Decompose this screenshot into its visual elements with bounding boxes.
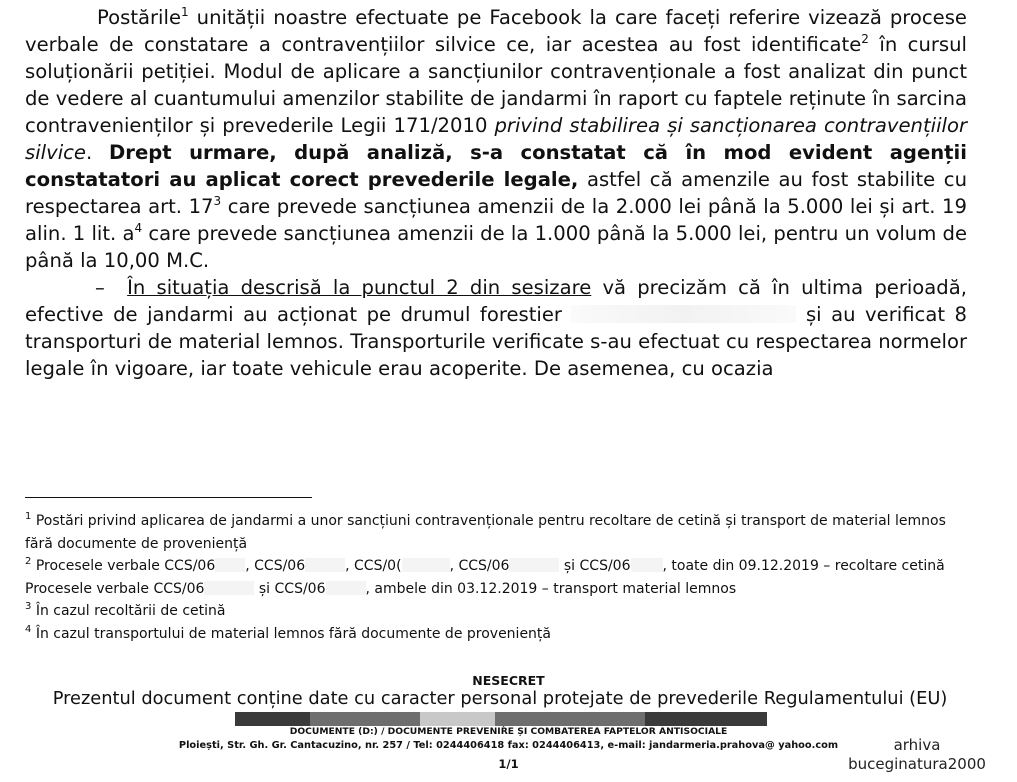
watermark-line-2: buceginatura2000 [848, 755, 986, 773]
fn2b-text-c: , ambele din 03.12.2019 – transport material lemnos [365, 580, 737, 597]
paragraph-1 [25, 4, 967, 274]
fn2-text-b: , CCS/06 [245, 558, 306, 574]
p1-text-c: în cursul soluționării petiției. Modul de aplicare a sancțiunilor contravenționale a fost analizat din punct de vedere al cuantumului amenzilor stabilite de jandarmi în raport cu faptele reținute în sarcina contravenienților și prevederile Legii 171/2010 [25, 33, 967, 137]
footnote-2-continued [25, 578, 975, 601]
contact-address: Ploiești, Str. Gh. Gr. Cantacuzino, nr. 257 / Tel: 0244406418 fax: 0244406413, e-mail: jandarmeria.prahova@ yahoo.com [178, 740, 839, 751]
footnote-4 [25, 623, 975, 646]
redacted-number [215, 558, 245, 572]
footnote-ref-2: 2 [861, 32, 869, 46]
footnote-1 [25, 510, 975, 555]
fn2-text-e: și CCS/06 [559, 558, 631, 574]
law-title-italic: privind stabilirea și sancționarea contravențiilor silvice [25, 114, 967, 164]
p1-text-b: unității noastre efectuate pe Facebook la care faceți referire vizează procese verbale de constatare a contravențiilor silvice ce, iar acestea au fost identificate [25, 6, 967, 56]
p1-text-e: astfel că amenzile au fost stabilite cu respectarea art. 17 [25, 168, 967, 218]
bar-segment [235, 712, 310, 726]
p2-text-a: vă precizăm că în ultima perioadă, efective de jandarmi au acționat pe drumul forestier [25, 276, 967, 326]
conclusion-bold: Drept urmare, după analiză, s-a constatat că în mod evident agenții constatatori au aplicat corect prevederile legale, [25, 141, 967, 191]
bar-segment [310, 712, 420, 726]
redacted-number [509, 558, 559, 572]
redacted-number [204, 581, 254, 595]
footnote-ref-4: 4 [134, 221, 143, 235]
p1-text-f: care prevede sancțiunea amenzii de la 2.000 lei până la 5.000 lei și art. 19 alin. 1 lit. a [25, 195, 967, 245]
fn2b-text-a: Procesele verbale CCS/06 [25, 580, 205, 597]
p2-text-b: și au verificat 8 transporturi de material lemnos. Transporturile verificate s-au efectuat cu respectarea normelor legale în vigoare, iar toate vehicule erau acoperite. De asemenea, cu ocazia [25, 303, 967, 380]
footnote-2 [25, 555, 975, 578]
bar-segment [645, 712, 767, 726]
classification-label: NESECRET [472, 673, 545, 688]
watermark-line-1: arhiva [893, 736, 941, 754]
redacted-number [305, 558, 345, 572]
footnote-2-number: 2 [25, 556, 32, 567]
footnote-ref-3: 3 [213, 194, 222, 208]
p1-text-g: care prevede sancțiunea amenzii de la 1.000 până la 5.000 lei, pentru un volum de până la 10,00 M.C. [25, 222, 968, 272]
fn2-text-a: Procesele verbale CCS/06 [31, 558, 216, 574]
fn2b-text-b: și CCS/06 [254, 580, 326, 597]
gdpr-notice: Prezentul document conține date cu caracter personal protejate de prevederile Regulamentului (EU) [52, 688, 948, 709]
fn2-text-c: , CCS/0( [345, 558, 402, 574]
dash-bullet: – [95, 276, 105, 299]
archive-watermark [842, 736, 992, 774]
body-text [25, 4, 967, 382]
footnote-1-text: Postări privind aplicarea de jandarmi a unor sancțiuni contravenționale pentru recoltare de cetină și transport de material lemnos fără documente de proveniență [25, 513, 946, 552]
p1-text-d: . [85, 141, 110, 164]
paragraph-2 [25, 274, 967, 382]
footnote-ref-1: 1 [181, 5, 189, 19]
footnote-separator [25, 497, 312, 498]
p1-text-a: Postările [97, 6, 182, 29]
footnote-3-number: 3 [25, 601, 32, 612]
bar-segment [420, 712, 495, 726]
redacted-number [402, 558, 450, 572]
footnotes [25, 510, 975, 645]
footnote-4-text: În cazul transportului de material lemnos fără documente de proveniență [31, 625, 551, 642]
footnote-1-number: 1 [25, 511, 32, 522]
footer-color-bar [235, 712, 767, 726]
fn2-text-f: , toate din 09.12.2019 – recoltare cetină [662, 558, 945, 574]
redacted-number [631, 558, 663, 572]
page-number: 1/1 [498, 757, 519, 771]
fn2-text-d: , CCS/06 [449, 558, 510, 574]
point-2-heading: În situația descrisă la punctul 2 din sesizare [127, 276, 592, 299]
footnote-3-text: În cazul recoltării de cetină [31, 603, 226, 619]
redacted-road-name [571, 305, 796, 323]
footnote-3 [25, 600, 975, 623]
bar-segment [495, 712, 645, 726]
footnote-4-number: 4 [25, 623, 32, 635]
document-path: DOCUMENTE (D:) / DOCUMENTE PREVENIRE ȘI COMBATEREA FAPTELOR ANTISOCIALE [289, 726, 728, 737]
redacted-number [326, 581, 366, 595]
